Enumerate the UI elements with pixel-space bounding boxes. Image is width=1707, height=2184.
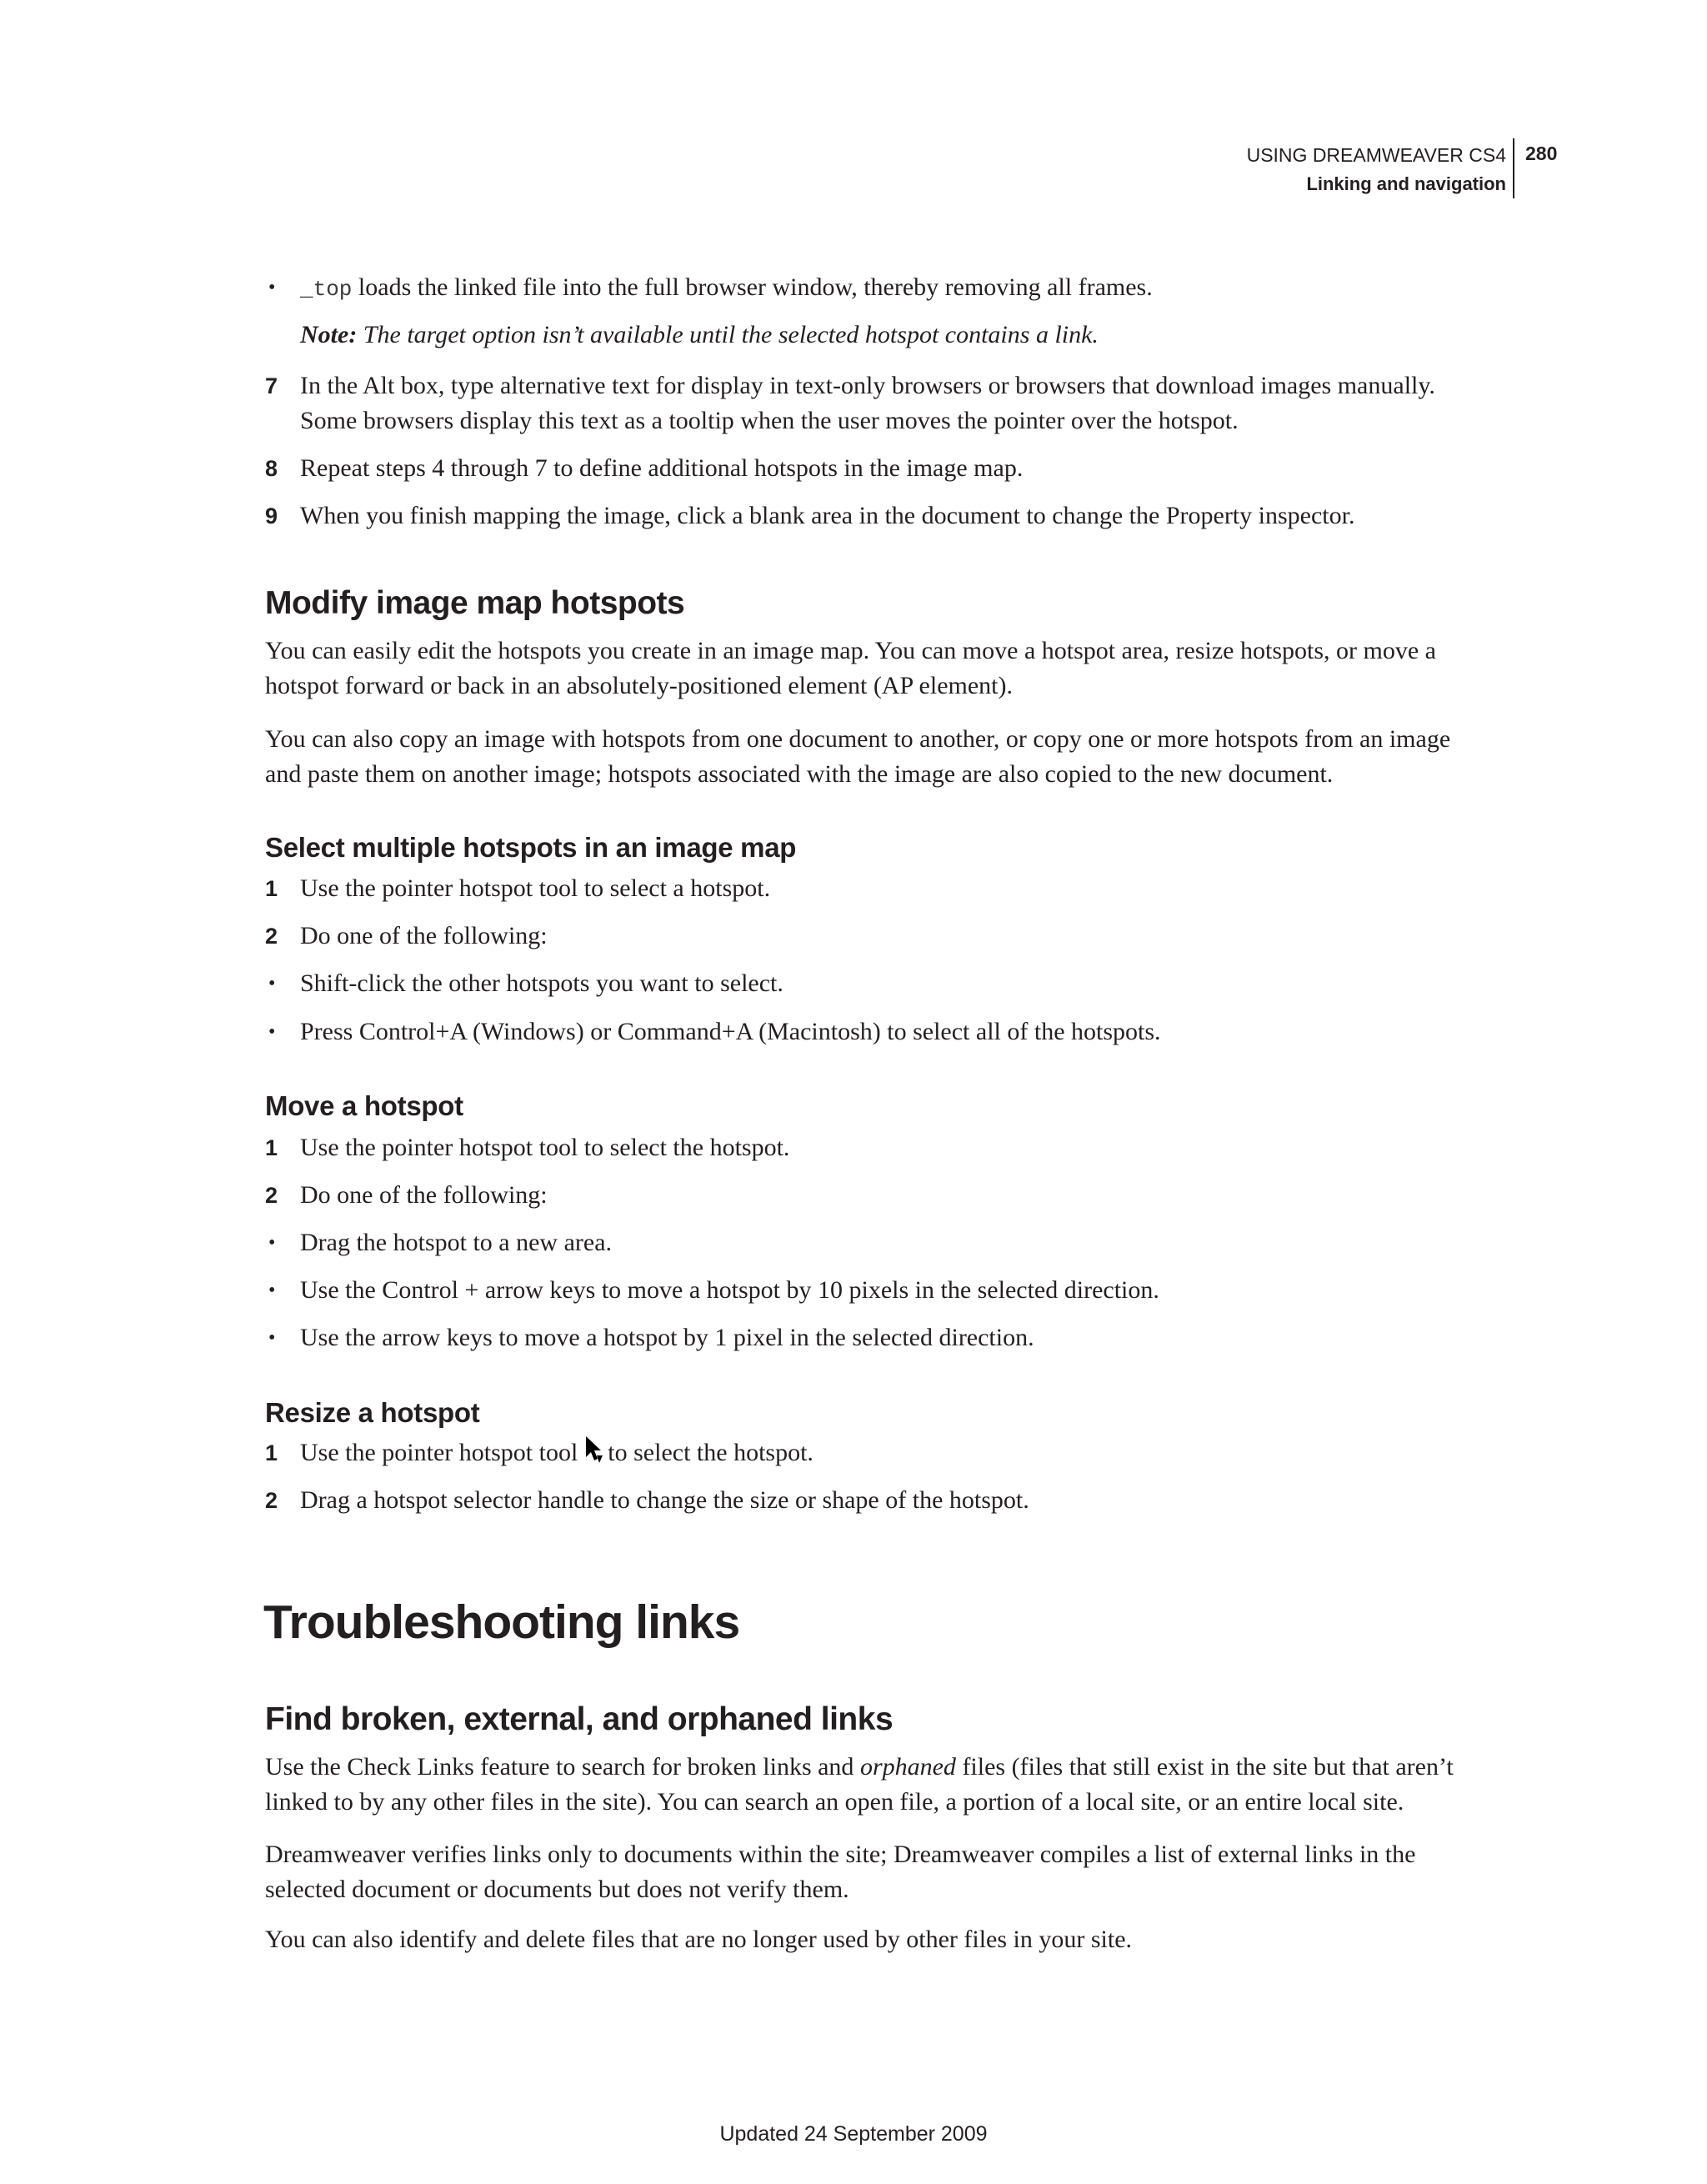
- step-number: 2: [265, 1183, 278, 1208]
- paragraph: [265, 1750, 1454, 1820]
- list-item-text: Press Control+A (Windows) or Command+A (Macintosh) to select all of the hotspots.: [300, 1018, 1161, 1045]
- header-divider: [1513, 138, 1514, 198]
- note-text: The target option isn’t available until the selected hotspot contains a link.: [363, 321, 1099, 348]
- list-bullet: •: [268, 1021, 276, 1043]
- step-line: Some browsers display this text as a tooltip when the user moves the pointer over the hotspot.: [300, 407, 1239, 434]
- list-item-text: Use the arrow keys to move a hotspot by 1 pixel in the selected direction.: [300, 1324, 1034, 1351]
- text-run: files (files that still exist in the site but that aren’t: [962, 1753, 1454, 1781]
- step-text: Do one of the following:: [300, 922, 548, 949]
- code-snippet: _top: [300, 277, 353, 302]
- paragraph-line: selected document or documents but does not verify them.: [265, 1876, 849, 1903]
- footer-updated-date: Updated 24 September 2009: [719, 2122, 988, 2146]
- paragraph-line: hotspot forward or back in an absolutely-positioned element (AP element).: [265, 672, 1013, 699]
- step-text: Use the pointer hotspot tool to select the hotspot.: [300, 1134, 790, 1161]
- list-item-text: Shift-click the other hotspots you want to select.: [300, 969, 783, 997]
- step-number: 2: [265, 924, 278, 949]
- step-text-before: Use the pointer hotspot tool: [300, 1439, 578, 1466]
- step-number: 7: [265, 373, 278, 398]
- paragraph-line: linked to by any other files in the site). You can search an open file, a portion of a local site, or an entire local site.: [265, 1788, 1404, 1816]
- step-number: 1: [265, 1440, 278, 1465]
- section-heading: Modify image map hotspots: [265, 585, 685, 621]
- list-bullet: •: [268, 1280, 276, 1301]
- list-bullet: •: [268, 973, 276, 994]
- step-number: 1: [265, 1135, 278, 1160]
- emphasis-term: orphaned: [859, 1753, 956, 1781]
- paragraph-line: You can easily edit the hotspots you create in an image map. You can move a hotspot area, resize hotspots, or move a: [265, 637, 1436, 664]
- list-item: [300, 270, 1153, 307]
- paragraph-line: Dreamweaver verifies links only to documents within the site; Dreamweaver compiles a list of external links in the: [265, 1841, 1416, 1868]
- running-header-section: Linking and navigation: [1306, 173, 1506, 194]
- note: [300, 318, 1099, 353]
- step-number: 1: [265, 876, 278, 901]
- paragraph-line: You can also copy an image with hotspots from one document to another, or copy one or more hotspots from an image: [265, 725, 1451, 753]
- page-number: 280: [1525, 143, 1558, 164]
- step-text: [300, 368, 1435, 438]
- list-item-text: Use the Control + arrow keys to move a hotspot by 10 pixels in the selected direction.: [300, 1276, 1159, 1304]
- step-text: [300, 1435, 813, 1470]
- step-text: Repeat steps 4 through 7 to define additional hotspots in the image map.: [300, 454, 1024, 482]
- subsection-heading: Move a hotspot: [265, 1090, 463, 1121]
- text-run: Use the Check Links feature to search for broken links and: [265, 1753, 854, 1781]
- step-text-after: to select the hotspot.: [608, 1439, 813, 1466]
- list-bullet: •: [268, 1232, 276, 1254]
- paragraph: [265, 722, 1450, 792]
- subsection-heading: Resize a hotspot: [265, 1397, 480, 1428]
- section-heading: Find broken, external, and orphaned links: [265, 1701, 894, 1737]
- step-number: 2: [265, 1488, 278, 1513]
- note-label: Note:: [300, 321, 358, 348]
- list-bullet: •: [268, 1327, 276, 1349]
- paragraph: [265, 634, 1436, 704]
- paragraph: You can also identify and delete files that are no longer used by other files in your site.: [265, 1926, 1133, 1953]
- step-line: In the Alt box, type alternative text for display in text-only browsers or browsers that download images manually.: [300, 372, 1435, 399]
- running-header-title: USING DREAMWEAVER CS4: [1246, 144, 1506, 166]
- list-bullet: •: [268, 277, 276, 298]
- subsection-heading: Select multiple hotspots in an image map: [265, 832, 797, 863]
- list-item-text: loads the linked file into the full browser window, thereby removing all frames.: [358, 273, 1153, 301]
- step-number: 9: [265, 503, 278, 528]
- chapter-heading: Troubleshooting links: [263, 1595, 740, 1649]
- step-number: 8: [265, 456, 278, 481]
- list-item-text: Drag the hotspot to a new area.: [300, 1229, 613, 1256]
- step-text: Do one of the following:: [300, 1181, 548, 1209]
- step-text: Drag a hotspot selector handle to change the size or shape of the hotspot.: [300, 1486, 1029, 1514]
- paragraph-line: [265, 1750, 1454, 1785]
- paragraph-line: and paste them on another image; hotspots associated with the image are also copied to the new document.: [265, 760, 1334, 788]
- step-text: When you finish mapping the image, click a blank area in the document to change the Property inspector.: [300, 502, 1355, 529]
- pointer-hotspot-tool-icon: [584, 1435, 604, 1465]
- paragraph: [265, 1837, 1415, 1907]
- step-text: Use the pointer hotspot tool to select a hotspot.: [300, 874, 771, 902]
